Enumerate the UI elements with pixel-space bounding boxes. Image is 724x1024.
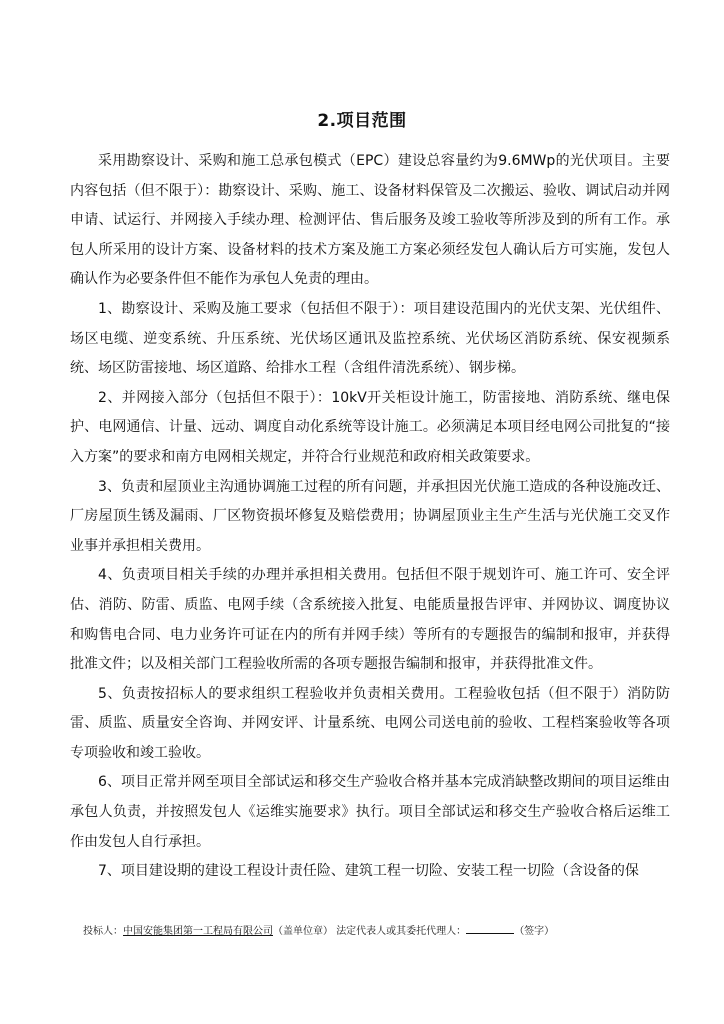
paragraph-item-3: 3、负责和屋顶业主沟通协调施工过程的所有问题，并承担因光伏施工造成的各种设施改迁、厂房屋顶生锈及漏雨、厂区物资损坏修复及赔偿费用；协调屋顶业主生产生活与光伏施工交叉作业事并承担相关费用。 xyxy=(70,478,670,554)
paragraph-item-6: 6、项目正常并网至项目全部试运和移交生产验收合格并基本完成消缺整改期间的项目运维由承包人负责，并按照发包人《运维实施要求》执行。项目全部试运和移交生产验收合格后运维工作由发包人自行承担。 xyxy=(70,774,670,850)
paragraph-item-2: 2、并网接入部分（包括但不限于）：10kV开关柜设计施工，防雷接地、消防系统、继电保护、电网通信、计量、远动、调度自动化系统等设计施工。必须满足本项目经电网公司批复的“接入方案”的要求和南方电网相关规定，并符合行业规范和政府相关政策要求。 xyxy=(70,389,670,465)
representative-label: 法定代表人或其委托代理人： xyxy=(336,926,467,937)
paragraph-item-7: 7、项目建设期的建设工程设计责任险、建筑工程一切险、安装工程一切险（含设备的保 xyxy=(98,863,639,880)
bidder-company: 中国安能集团第一工程局有限公司 xyxy=(123,926,273,937)
paragraph-item-4: 4、负责项目相关手续的办理并承担相关费用。包括但不限于规划许可、施工许可、安全评估、消防、防雷、质监、电网手续（含系统接入批复、电能质量报告评审、并网协议、调度协议和购售电合同、电力业务许可证在内的所有并网手续）等所有的专题报告的编制和报审，并获得批准文件；以及相关部门工程验收所需的各项专题报告编制和报审，并获得批准文件。 xyxy=(70,567,670,673)
paragraph-intro: 采用勘察设计、采购和施工总承包模式（EPC）建设总容量约为9.6MWp的光伏项目。主要内容包括（但不限于）：勘察设计、采购、施工、设备材料保管及二次搬运、验收、调试启动并网申请、试运行、并网接入手续办理、检测评估、售后服务及竣工验收等所涉及到的所有工作。承包人所采用的设计方案、设备材料的技术方案及施工方案必须经发包人确认后方可实施，发包人确认作为必要条件但不能作为承包人免责的理由。 xyxy=(70,153,670,288)
signature-footer xyxy=(83,922,683,937)
bidder-label: 投标人： xyxy=(83,926,123,937)
paragraph-item-5: 5、负责按招标人的要求组织工程验收并负责相关费用。工程验收包括（但不限于）消防防雷、质监、质量安全咨询、并网安评、计量系统、电网公司送电前的验收、工程档案验收等各项专项验收和竣工验收。 xyxy=(70,685,670,761)
paragraph-item-1: 1、勘察设计、采购及施工要求（包括但不限于）：项目建设范围内的光伏支架、光伏组件、场区电缆、逆变系统、升压系统、光伏场区通讯及监控系统、光伏场区消防系统、保安视频系统、场区防雷接地、场区道路、给排水工程（含组件清洗系统）、钢步梯。 xyxy=(70,300,670,377)
signature-note: （签字） xyxy=(514,926,555,937)
body-text xyxy=(70,147,670,887)
section-title: 2.项目范围 xyxy=(317,111,407,131)
seal-note: （盖单位章） xyxy=(273,926,333,937)
signature-blank xyxy=(466,924,514,934)
